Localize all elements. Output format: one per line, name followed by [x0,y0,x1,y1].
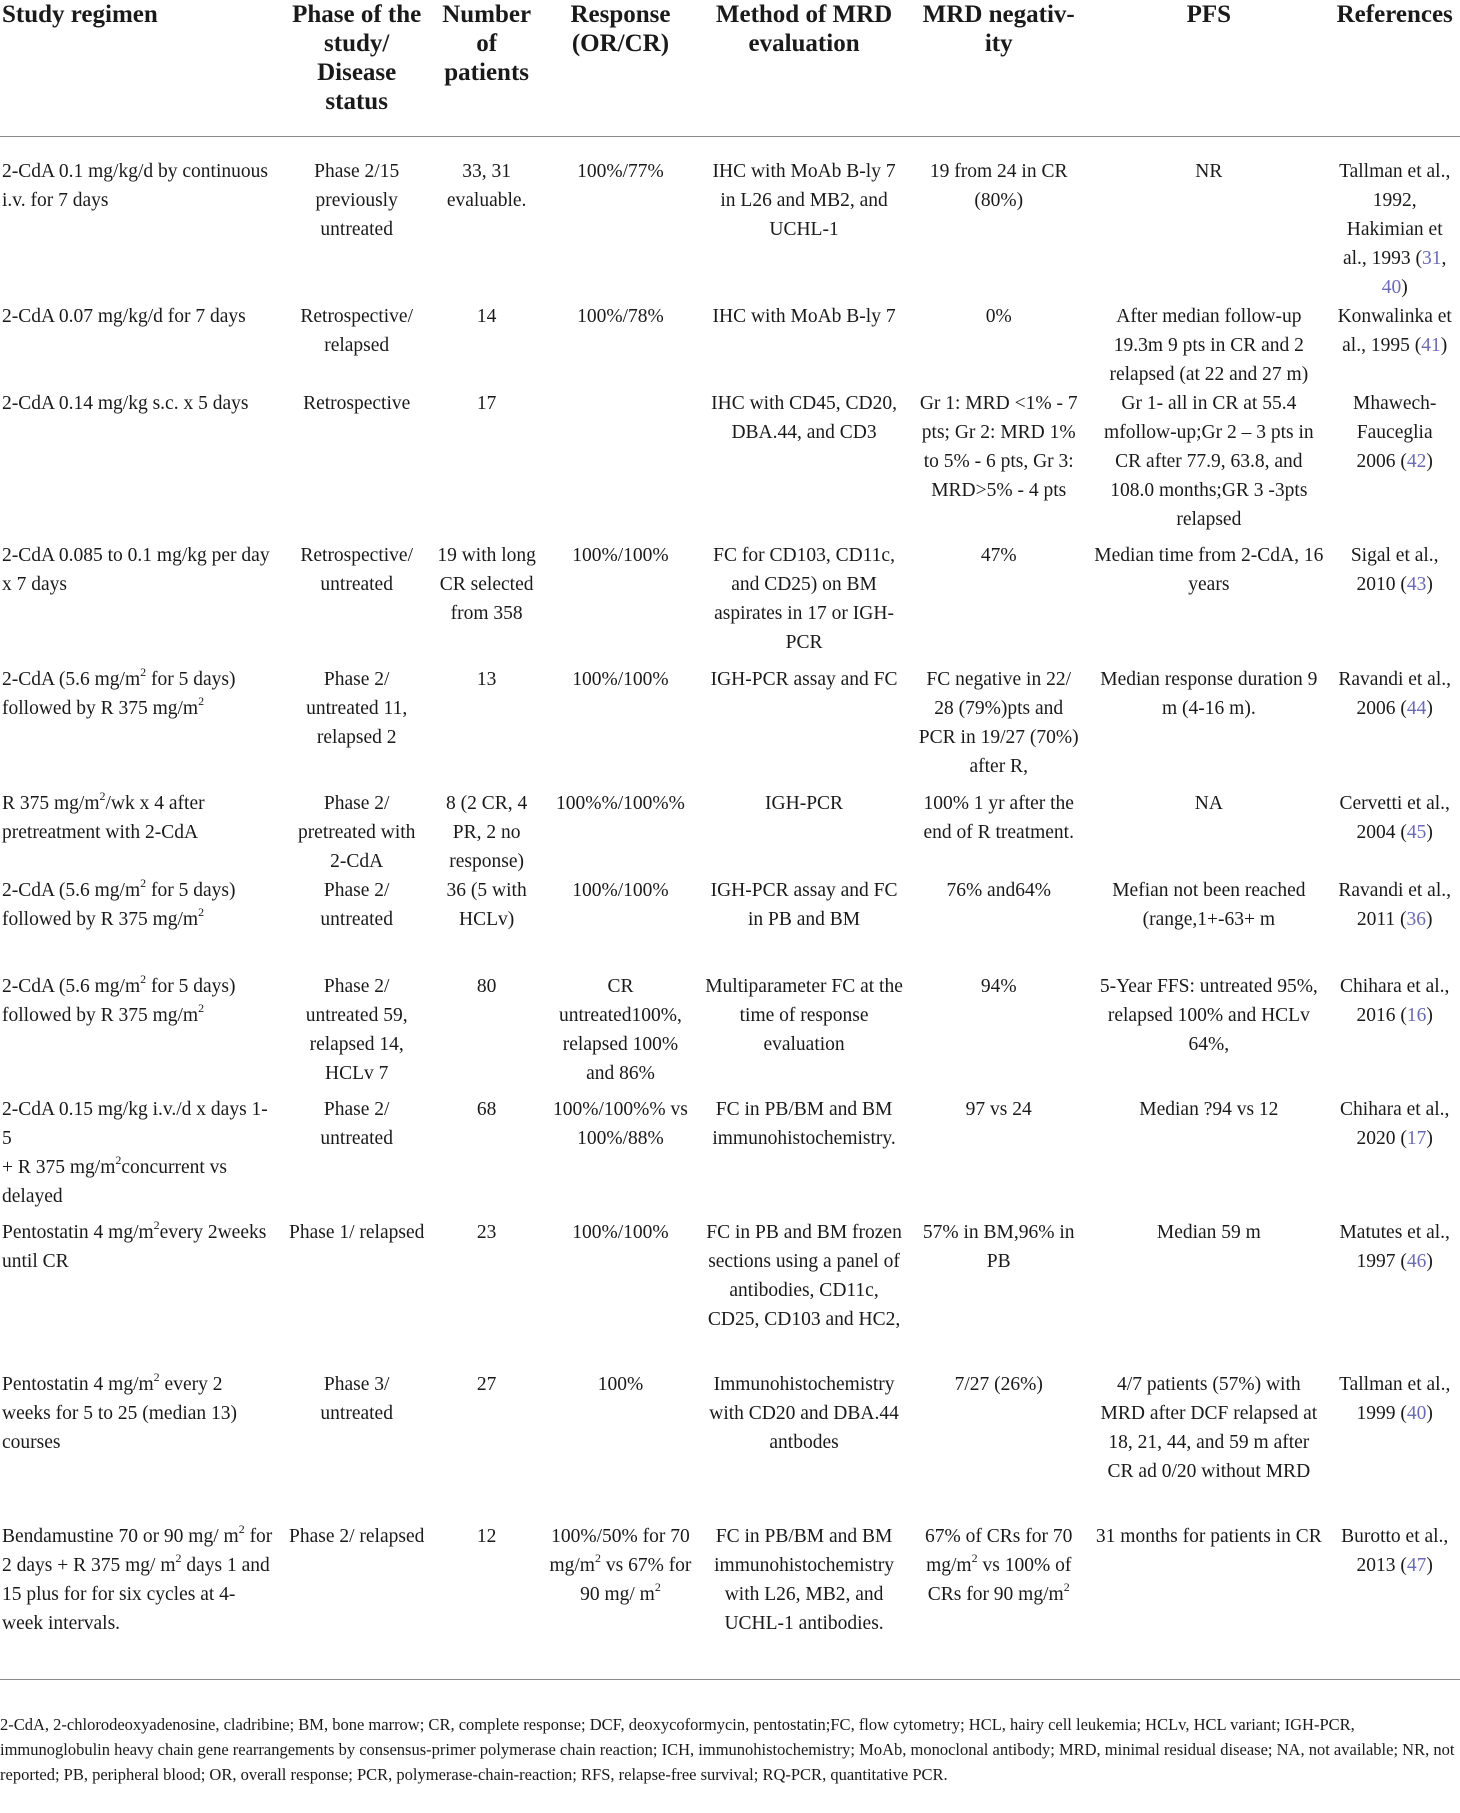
reference-text: Ravandi et al., 2011 [1338,879,1452,930]
reference-cell: Ravandi et al., 2011 (36) [1338,879,1452,930]
regimen-cell: 2-CdA (5.6 $mg/m^2$ for 5 days) followed by R 375 $mg/m^2$ [2,665,236,719]
mrd-cell: 7/27 (26%) [954,1373,1043,1395]
table-row [0,1095,1460,1218]
mrd-cell: 0% [985,305,1012,327]
response-cell: 100%/100% [572,879,669,901]
reference-link[interactable]: 46 [1406,1250,1427,1272]
phase-cell: Phase 3/ untreated [320,1373,393,1424]
patients-cell: 27 [476,1373,497,1395]
mrd-cell: 76% and64% [946,879,1051,901]
reference-link[interactable]: 36 [1406,908,1427,930]
reference-cell: Matutes et al., 1997 (46) [1339,1221,1450,1272]
response-cell: 100% [597,1373,644,1395]
regimen-cell: Pentostatin 4 $mg/m^2$ every 2 weeks for 5 to 25 (median 13) courses [2,1370,238,1453]
patients-cell: 13 [476,668,497,690]
response-cell: 100%/77% [577,160,664,182]
reference-link[interactable]: 41 [1421,334,1441,356]
reference-text: Chihara et al., 2020 [1340,1098,1450,1149]
phase-cell: Retrospective/ relapsed [300,305,413,356]
pfs-cell: Mefian not been reached (range,1+-63+ m [1112,879,1306,930]
reference-cell: Ravandi et al., 2006 (44) [1338,668,1452,719]
table-row [0,302,1460,389]
pfs-cell: 5-Year FFS: untreated 95%, relapsed 100% and HCLv 64%, [1099,975,1318,1055]
response-cell: 100%/50% for 70 $mg/m^2$ vs 67% for 90 mg/ $m^2$ [549,1525,692,1605]
table-row [0,541,1460,665]
regimen-cell: 2-CdA (5.6 $mg/m^2$ for 5 days) followed by R 375 $mg/m^2$ [2,972,236,1026]
response-cell: 100%/100%% vs 100%/88% [553,1098,688,1149]
pfs-cell: Gr 1- all in CR at 55.4 mfollow-up;Gr 2 – 3 pts in CR after 77.9, 63.8, and 108.0 months;GR 3 -3pts relapsed [1104,392,1314,530]
reference-link[interactable]: 43 [1406,573,1427,595]
method-cell: FC in PB/BM and BM immunohistochemistry. [712,1098,896,1149]
table-row [0,972,1460,1095]
pfs-cell: Median 59 m [1156,1221,1261,1243]
pfs-cell: 31 months for patients in CR [1095,1525,1322,1547]
patients-cell: 36 (5 with HCLv) [446,879,527,930]
table-row [0,665,1460,789]
patients-cell: 80 [476,975,497,997]
table-row [0,876,1460,972]
patients-cell: 68 [476,1098,497,1120]
reference-cell: Tallman et al., 1999 (40) [1339,1373,1451,1424]
reference-text: Sigal et al., 2010 [1350,544,1439,595]
pfs-cell: Median ?94 vs 12 [1139,1098,1279,1120]
response-cell: 100%%/100%% [556,792,685,814]
patients-cell: 17 [476,392,497,414]
reference-cell: Cervetti et al., 2004 (45) [1339,792,1450,843]
reference-text: Tallman et al., 1992, Hakimian et al., 1993 [1339,160,1451,269]
mrd-cell: 100% 1 yr after the end of R treatment. [923,792,1074,843]
mrd-cell: 19 from 24 in CR (80%) [929,160,1068,211]
reference-link[interactable]: 31 [1422,247,1442,269]
reference-link[interactable]: 42 [1406,450,1427,472]
method-cell: Multiparameter FC at the time of response evaluation [705,975,903,1055]
mrd-cell: FC negative in 22/ 28 (79%)pts and PCR in 19/27 (70%) after R, [918,668,1079,777]
header-patients: Number of patients [442,1,532,86]
header-study-regimen: Study regimen [2,1,158,28]
phase-cell: Phase 1/ relapsed [288,1221,425,1243]
reference-cell: Mhawech-Fauceglia 2006 (42) [1353,392,1437,472]
phase-cell: Phase 2/15 previously untreated [314,160,400,240]
table-row [0,136,1460,302]
phase-cell: Retrospective [303,392,411,414]
reference-cell: Tallman et al., 1992, Hakimian et al., 1993 (31, 40) [1339,160,1451,298]
pfs-cell: NR [1195,160,1223,182]
reference-cell: Chihara et al., 2020 (17) [1340,1098,1450,1149]
table-footnote: 2-CdA, 2-chlorodeoxyadenosine, cladribine; BM, bone marrow; CR, complete response; DCF, deoxycoformycin, pentostatin;FC, flow cytometry; HCL, hairy cell leukemia; HCLv, HCL variant; IGH-PCR, immunoglobulin heavy chain gene rearrangements by consensus-primer polymerase chain reaction; ICH, immunohistochemistry; MoAb, monoclonal antibody; MRD, minimal residual disease; NA, not available; NR, not reported; PB, peripheral blood; OR, overall response; PCR, polymerase-chain-reaction; RFS, relapse-free survival; RQ-PCR, quantitative PCR. [0,1715,1455,1784]
regimen-cell: 2-CdA 0.085 to 0.1 mg/kg per day x 7 days [2,544,270,595]
table-row [0,1218,1460,1370]
response-cell: 100%/100% [572,668,669,690]
regimen-cell: Pentostatin 4 $mg/m^2every$ 2weeks until CR [2,1218,267,1272]
pfs-cell: Median time from 2-CdA, 16 years [1094,544,1324,595]
patients-cell: 14 [476,305,497,327]
pfs-cell: Median response duration 9 m (4-16 m). [1100,668,1318,719]
patients-cell: 19 with long CR selected from 358 [437,544,536,624]
mrd-cell: Gr 1: MRD <1% - 7 pts; Gr 2: MRD 1% to 5% - 6 pts, Gr 3: MRD>5% - 4 pts [919,392,1078,501]
reference-link[interactable]: 45 [1406,821,1427,843]
patients-cell: 12 [476,1525,497,1547]
phase-cell: Phase 2/ untreated 59, relapsed 14, HCLv 7 [305,975,408,1084]
reference-text: Tallman et al., 1999 [1339,1373,1451,1424]
method-cell: FC for CD103, CD11c, and CD25) on BM aspirates in 17 or IGH-PCR [713,544,895,653]
regimen-cell: R 375 $mg/m^2/wk$ x 4 after pretreatment with 2-CdA [2,789,205,843]
response-cell: 100%/100% [572,1221,669,1243]
method-cell: IHC with CD45, CD20, DBA.44, and CD3 [711,392,897,443]
method-cell: FC in PB/BM and BM immunohistochemistry with L26, MB2, and UCHL-1 antibodies. [714,1525,894,1634]
table-row [0,789,1460,876]
header-pfs: PFS [1186,1,1232,28]
reference-cell: Konwalinka et al., 1995 (41) [1337,305,1452,356]
reference-link[interactable]: 47 [1406,1554,1427,1576]
regimen-cell: 2-CdA 0.15 mg/kg i.v./d x days 1-5 + R 375 $mg/m^2concurrent$ vs delayed [2,1098,268,1207]
reference-text: Chihara et al., 2016 [1340,975,1450,1026]
reference-text: Burotto et al., 2013 [1341,1525,1449,1576]
reference-link[interactable]: 44 [1406,697,1427,719]
method-cell: IGH-PCR assay and FC in PB and BM [710,879,898,930]
reference-cell: Chihara et al., 2016 (16) [1340,975,1450,1026]
response-cell: 100%/78% [577,305,664,327]
reference-link[interactable]: 40 [1406,1402,1427,1424]
response-cell: CR untreated100%, relapsed 100% and 86% [559,975,682,1084]
header-mrd: MRD negativ-ity [922,1,1075,57]
method-cell: IHC with MoAb B-ly 7 in L26 and MB2, and UCHL-1 [712,160,896,240]
method-cell: IGH-PCR [765,792,844,814]
phase-cell: Phase 2/ pretreated with 2-CdA [297,792,416,872]
method-cell: Immunohistochemistry with CD20 and DBA.44 antbodes [709,1373,899,1453]
patients-cell: 33, 31 evaluable. [446,160,527,211]
reference-text: Cervetti et al., 2004 [1339,792,1450,843]
response-cell: 100%/100% [572,544,669,566]
patients-cell: 23 [476,1221,497,1243]
table-row [0,389,1460,541]
header-row [0,0,1460,136]
mrd-cell: 97 vs 24 [965,1098,1032,1120]
phase-cell: Phase 2/ untreated 11, relapsed 2 [306,668,408,748]
regimen-cell: Bendamustine 70 or 90 mg/ $m^2$ for 2 days + R 375 mg/ $m^2$ days 1 and 15 plus for for six cycles at 4-week intervals. [2,1522,273,1634]
reference-text: Ravandi et al., 2006 [1338,668,1452,719]
regimen-cell: 2-CdA (5.6 $mg/m^2$ for 5 days) followed by R 375 $mg/m^2$ [2,876,236,930]
reference-cell: Sigal et al., 2010 (43) [1350,544,1439,595]
phase-cell: Retrospective/ untreated [300,544,413,595]
response-cell [542,389,699,541]
reference-text: Konwalinka et al., 1995 [1337,305,1452,356]
regimen-cell: 2-CdA 0.07 mg/kg/d for 7 days [2,305,246,327]
reference-text: Mhawech-Fauceglia 2006 [1353,392,1437,472]
header-phase: Phase of the study/ Disease status [292,1,422,115]
reference-link[interactable]: 16 [1406,1004,1427,1026]
table-row [0,1370,1460,1522]
regimen-cell: 2-CdA 0.14 mg/kg s.c. x 5 days [2,392,249,414]
header-response: Response (OR/CR) [570,1,671,57]
regimen-cell: 2-CdA 0.1 mg/kg/d by continuous i.v. for 7 days [2,160,268,211]
mrd-cell: 94% [980,975,1017,997]
phase-cell: Phase 2/ relapsed [288,1525,425,1547]
pfs-cell: 4/7 patients (57%) with MRD after DCF relapsed at 18, 21, 44, and 59 m after CR ad 0/20 without MRD [1100,1373,1318,1482]
reference-link[interactable]: 17 [1406,1127,1427,1149]
reference-text: Matutes et al., 1997 [1339,1221,1450,1272]
pfs-cell: After median follow-up 19.3m 9 pts in CR and 2 relapsed (at 22 and 27 m) [1109,305,1309,385]
pfs-cell: NA [1194,792,1223,814]
method-cell: FC in PB and BM frozen sections using a panel of antibodies, CD11c, CD25, CD103 and HC2, [706,1221,902,1330]
reference-link[interactable]: 40 [1381,276,1402,298]
table-row [0,1522,1460,1680]
phase-cell: Phase 2/ untreated [320,879,393,930]
header-references: References [1336,1,1453,28]
header-method: Method of MRD evaluation [715,1,893,57]
phase-cell: Phase 2/ untreated [320,1098,393,1149]
method-cell: IHC with MoAb B-ly 7 [712,305,896,327]
mrd-cell: 67% of CRs for 70 $mg/m^2$ vs 100% of CRs for 90 $mg/m^2$ [925,1525,1073,1605]
mrd-cell: 57% in BM,96% in PB [922,1221,1075,1272]
reference-cell: Burotto et al., 2013 (47) [1341,1525,1449,1576]
mrd-cell: 47% [980,544,1017,566]
method-cell: IGH-PCR assay and FC [710,668,898,690]
patients-cell: 8 (2 CR, 4 PR, 2 no response) [446,792,528,872]
